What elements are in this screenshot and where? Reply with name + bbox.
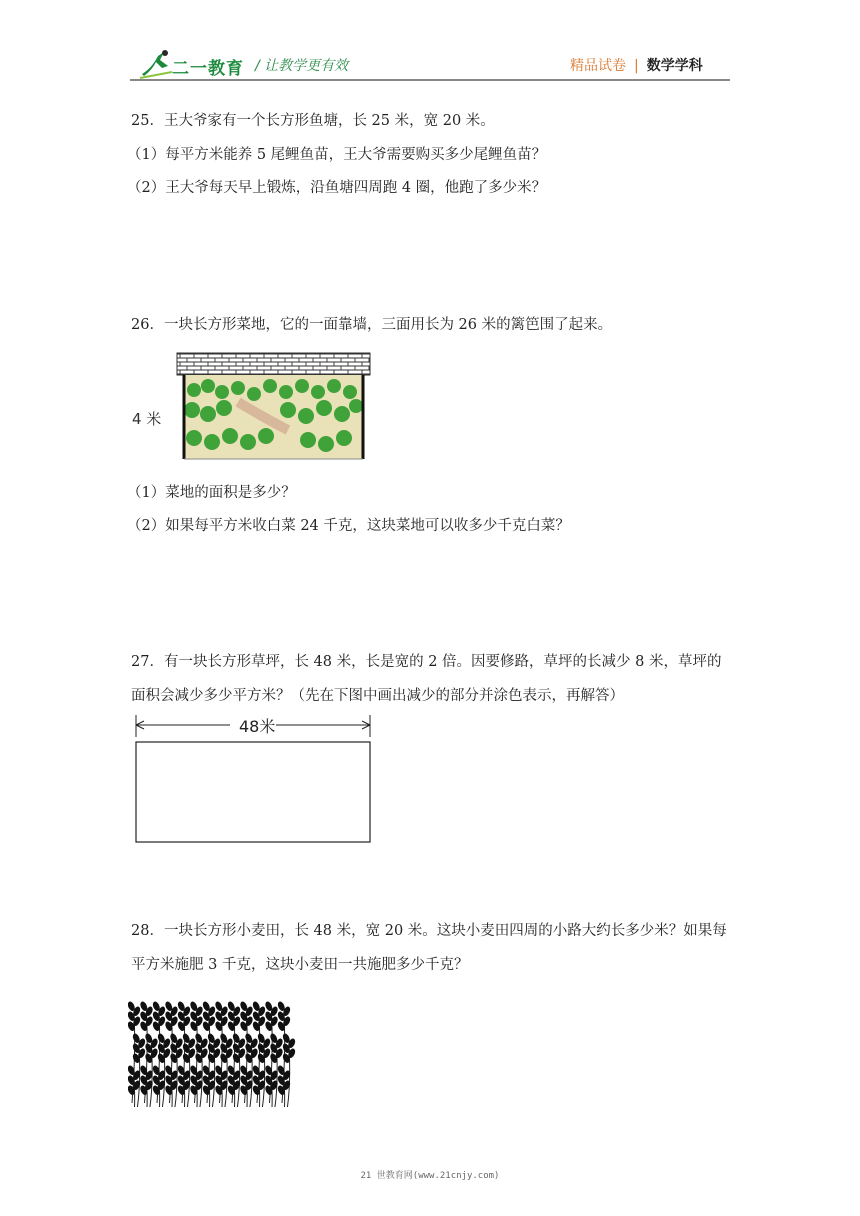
q25-sub1: （1）每平方米能养 5 尾鲤鱼苗，王大爷需要购买多少尾鲤鱼苗？ [127,147,547,163]
header-right [570,55,703,75]
slogan: / 让教学更有效 [255,58,349,74]
header-separator: | [634,58,639,74]
q26-figure-label: 4 米 [132,410,162,428]
q26-sub1: （1）菜地的面积是多少？ [127,485,296,501]
logo-text: 二一教育 [172,59,244,79]
q28-line1: 28．一块长方形小麦田，长 48 米，宽 20 米。这块小麦田四周的小路大约长多少米？如果每 [131,923,727,939]
q26-sub2: （2）如果每平方米收白菜 24 千克，这块菜地可以收多少千克白菜？ [127,518,570,534]
wheat-field-figure [128,995,300,1107]
header-divider [130,79,730,81]
q26-stem: 26．一块长方形菜地，它的一面靠墙，三面用长为 26 米的篱笆围了起来。 [131,317,613,333]
q25-stem: 25．王大爷家有一个长方形鱼塘，长 25 米，宽 20 米。 [131,113,495,129]
vegetable-garden-figure [128,350,373,465]
quality-tag: 精品试卷 [570,58,626,74]
subject-label: 数学学科 [646,58,703,74]
page-footer: 21 世教育网(www.21cnjy.com) [360,1171,500,1181]
q27-line2: 面积会减少多少平方米？（先在下图中画出减少的部分并涂色表示，再解答） [131,688,624,704]
q27-line1: 27．有一块长方形草坪，长 48 米，长是宽的 2 倍。因要修路，草坪的长减少 8 米，草坪的 [131,654,722,670]
q27-figure-label: 48米 [239,717,276,736]
q25-sub2: （2）王大爷每天早上锻炼，沿鱼塘四周跑 4 圈，他跑了多少米？ [127,180,547,196]
q28-line2: 平方米施肥 3 千克，这块小麦田一共施肥多少千克？ [131,957,469,973]
